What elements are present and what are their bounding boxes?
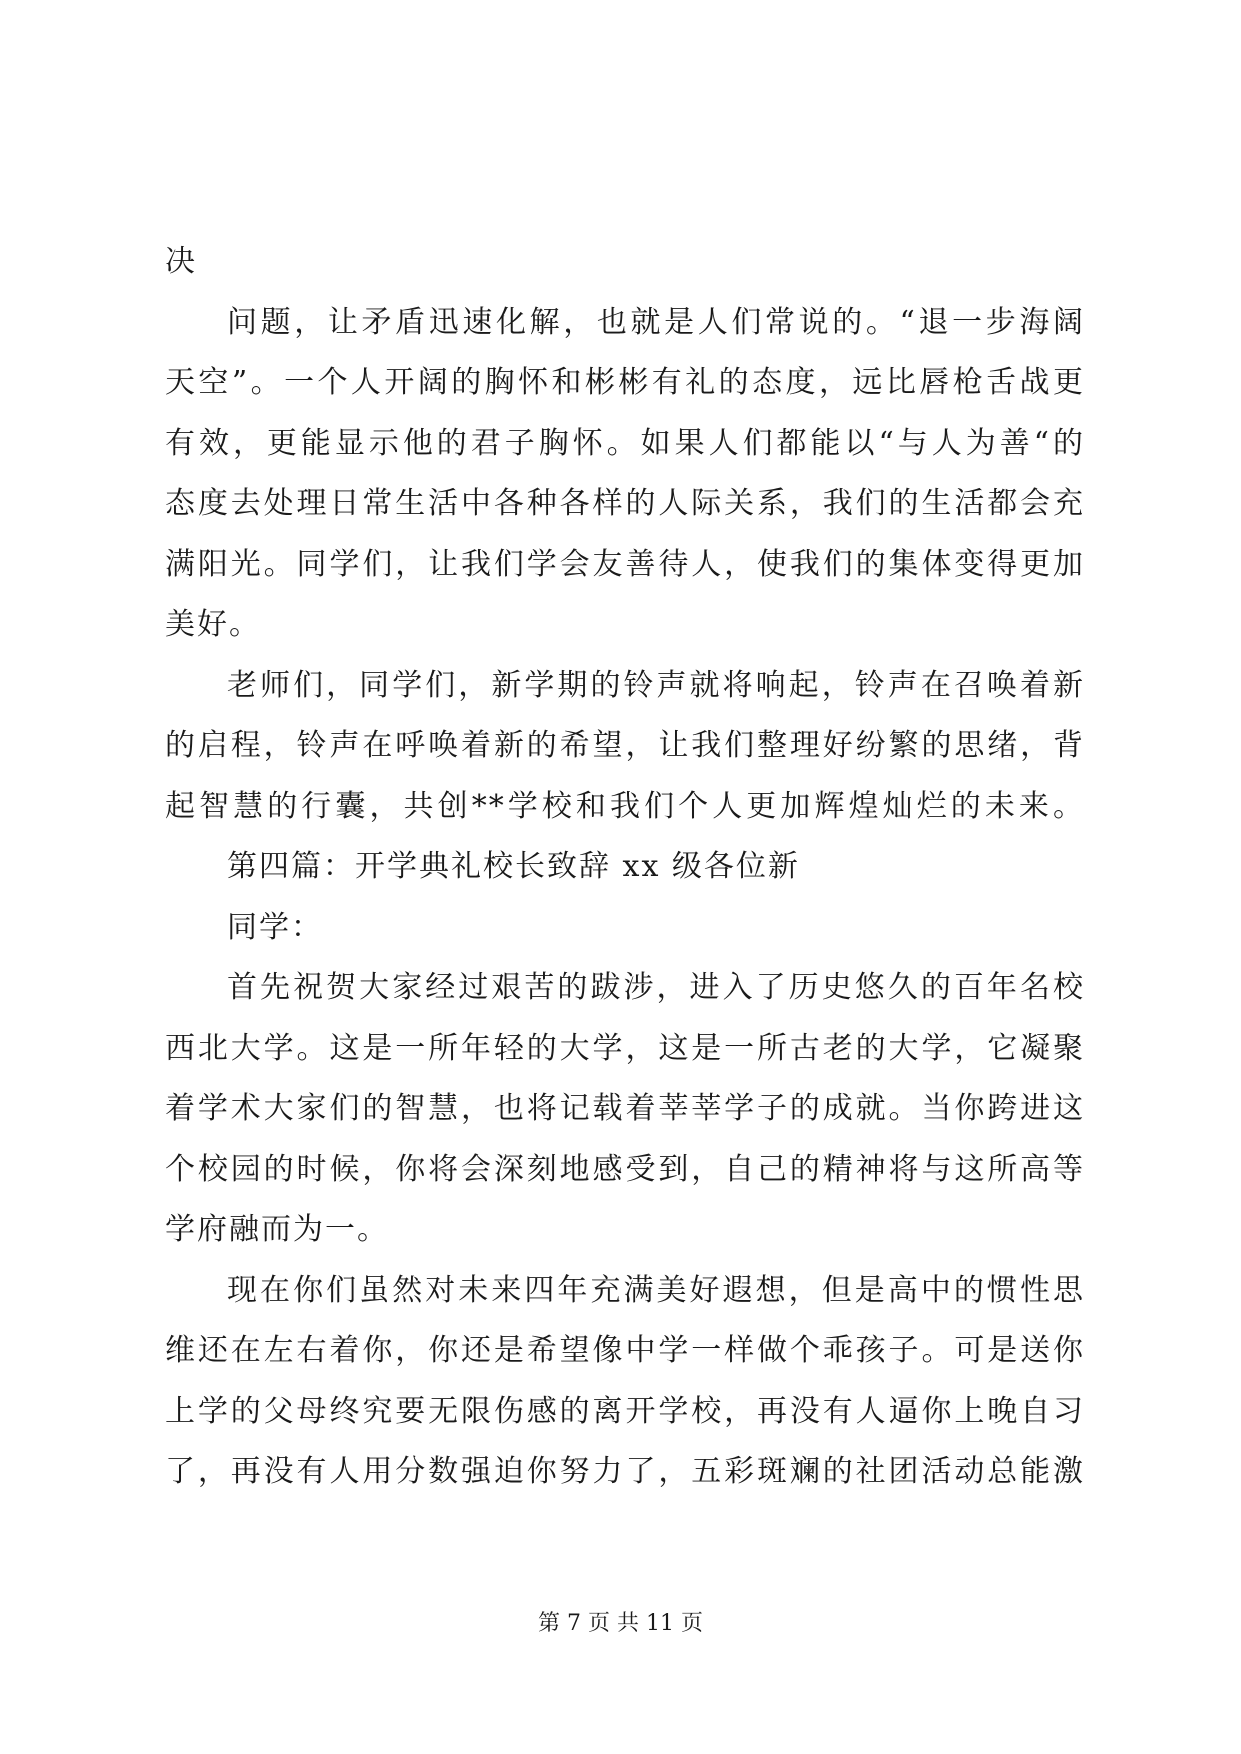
text-line: 个校园的时候，你将会深刻地感受到，自己的精神将与这所高等	[165, 1151, 1085, 1187]
text-line: 老师们，同学们，新学期的铃声就将响起，铃声在召唤着新	[227, 667, 1085, 703]
text-line: 第四篇：开学典礼校长致辞 xx 级各位新	[227, 849, 800, 884]
text-line: 维还在左右着你，你还是希望像中学一样做个乖孩子。可是送你	[165, 1333, 1085, 1368]
text-line: 西北大学。这是一所年轻的大学，这是一所古老的大学，它凝聚	[165, 1030, 1085, 1066]
text-line: 首先祝贺大家经过艰苦的跋涉，进入了历史悠久的百年名校	[227, 970, 1085, 1005]
text-line: 现在你们虽然对未来四年充满美好遐想，但是高中的惯性思	[227, 1272, 1085, 1308]
text-line: 美好。	[165, 607, 261, 642]
text-line: 有效，更能显示他的君子胸怀。如果人们都能以“与人为善“的	[165, 425, 1085, 461]
text-line: 态度去处理日常生活中各种各样的人际关系，我们的生活都会充	[165, 486, 1085, 521]
text-line: 学府融而为一。	[165, 1212, 389, 1247]
text-line: 上学的父母终究要无限伤感的离开学校，再没有人逼你上晚自习	[165, 1393, 1085, 1429]
text-line: 同学：	[227, 909, 323, 945]
page-number-footer: 第 7 页 共 11 页	[538, 1611, 703, 1636]
text-line: 天空”。一个人开阔的胸怀和彬彬有礼的态度，远比唇枪舌战更	[165, 365, 1085, 400]
text-line: 了，再没有人用分数强迫你努力了，五彩斑斓的社团活动总能激	[165, 1454, 1085, 1489]
text-line: 满阳光。同学们，让我们学会友善待人，使我们的集体变得更加	[165, 546, 1085, 582]
text-line: 着学术大家们的智慧，也将记载着莘莘学子的成就。当你跨进这	[165, 1091, 1085, 1126]
body-text	[165, 232, 1085, 1503]
text-line: 问题，让矛盾迅速化解，也就是人们常说的。“退一步海阔	[227, 304, 1085, 340]
text-line: 决	[165, 244, 197, 279]
text-line: 的启程，铃声在呼唤着新的希望，让我们整理好纷繁的思绪，背	[165, 728, 1085, 763]
text-line: 起智慧的行囊，共创**学校和我们个人更加辉煌灿烂的未来。	[165, 788, 1085, 824]
